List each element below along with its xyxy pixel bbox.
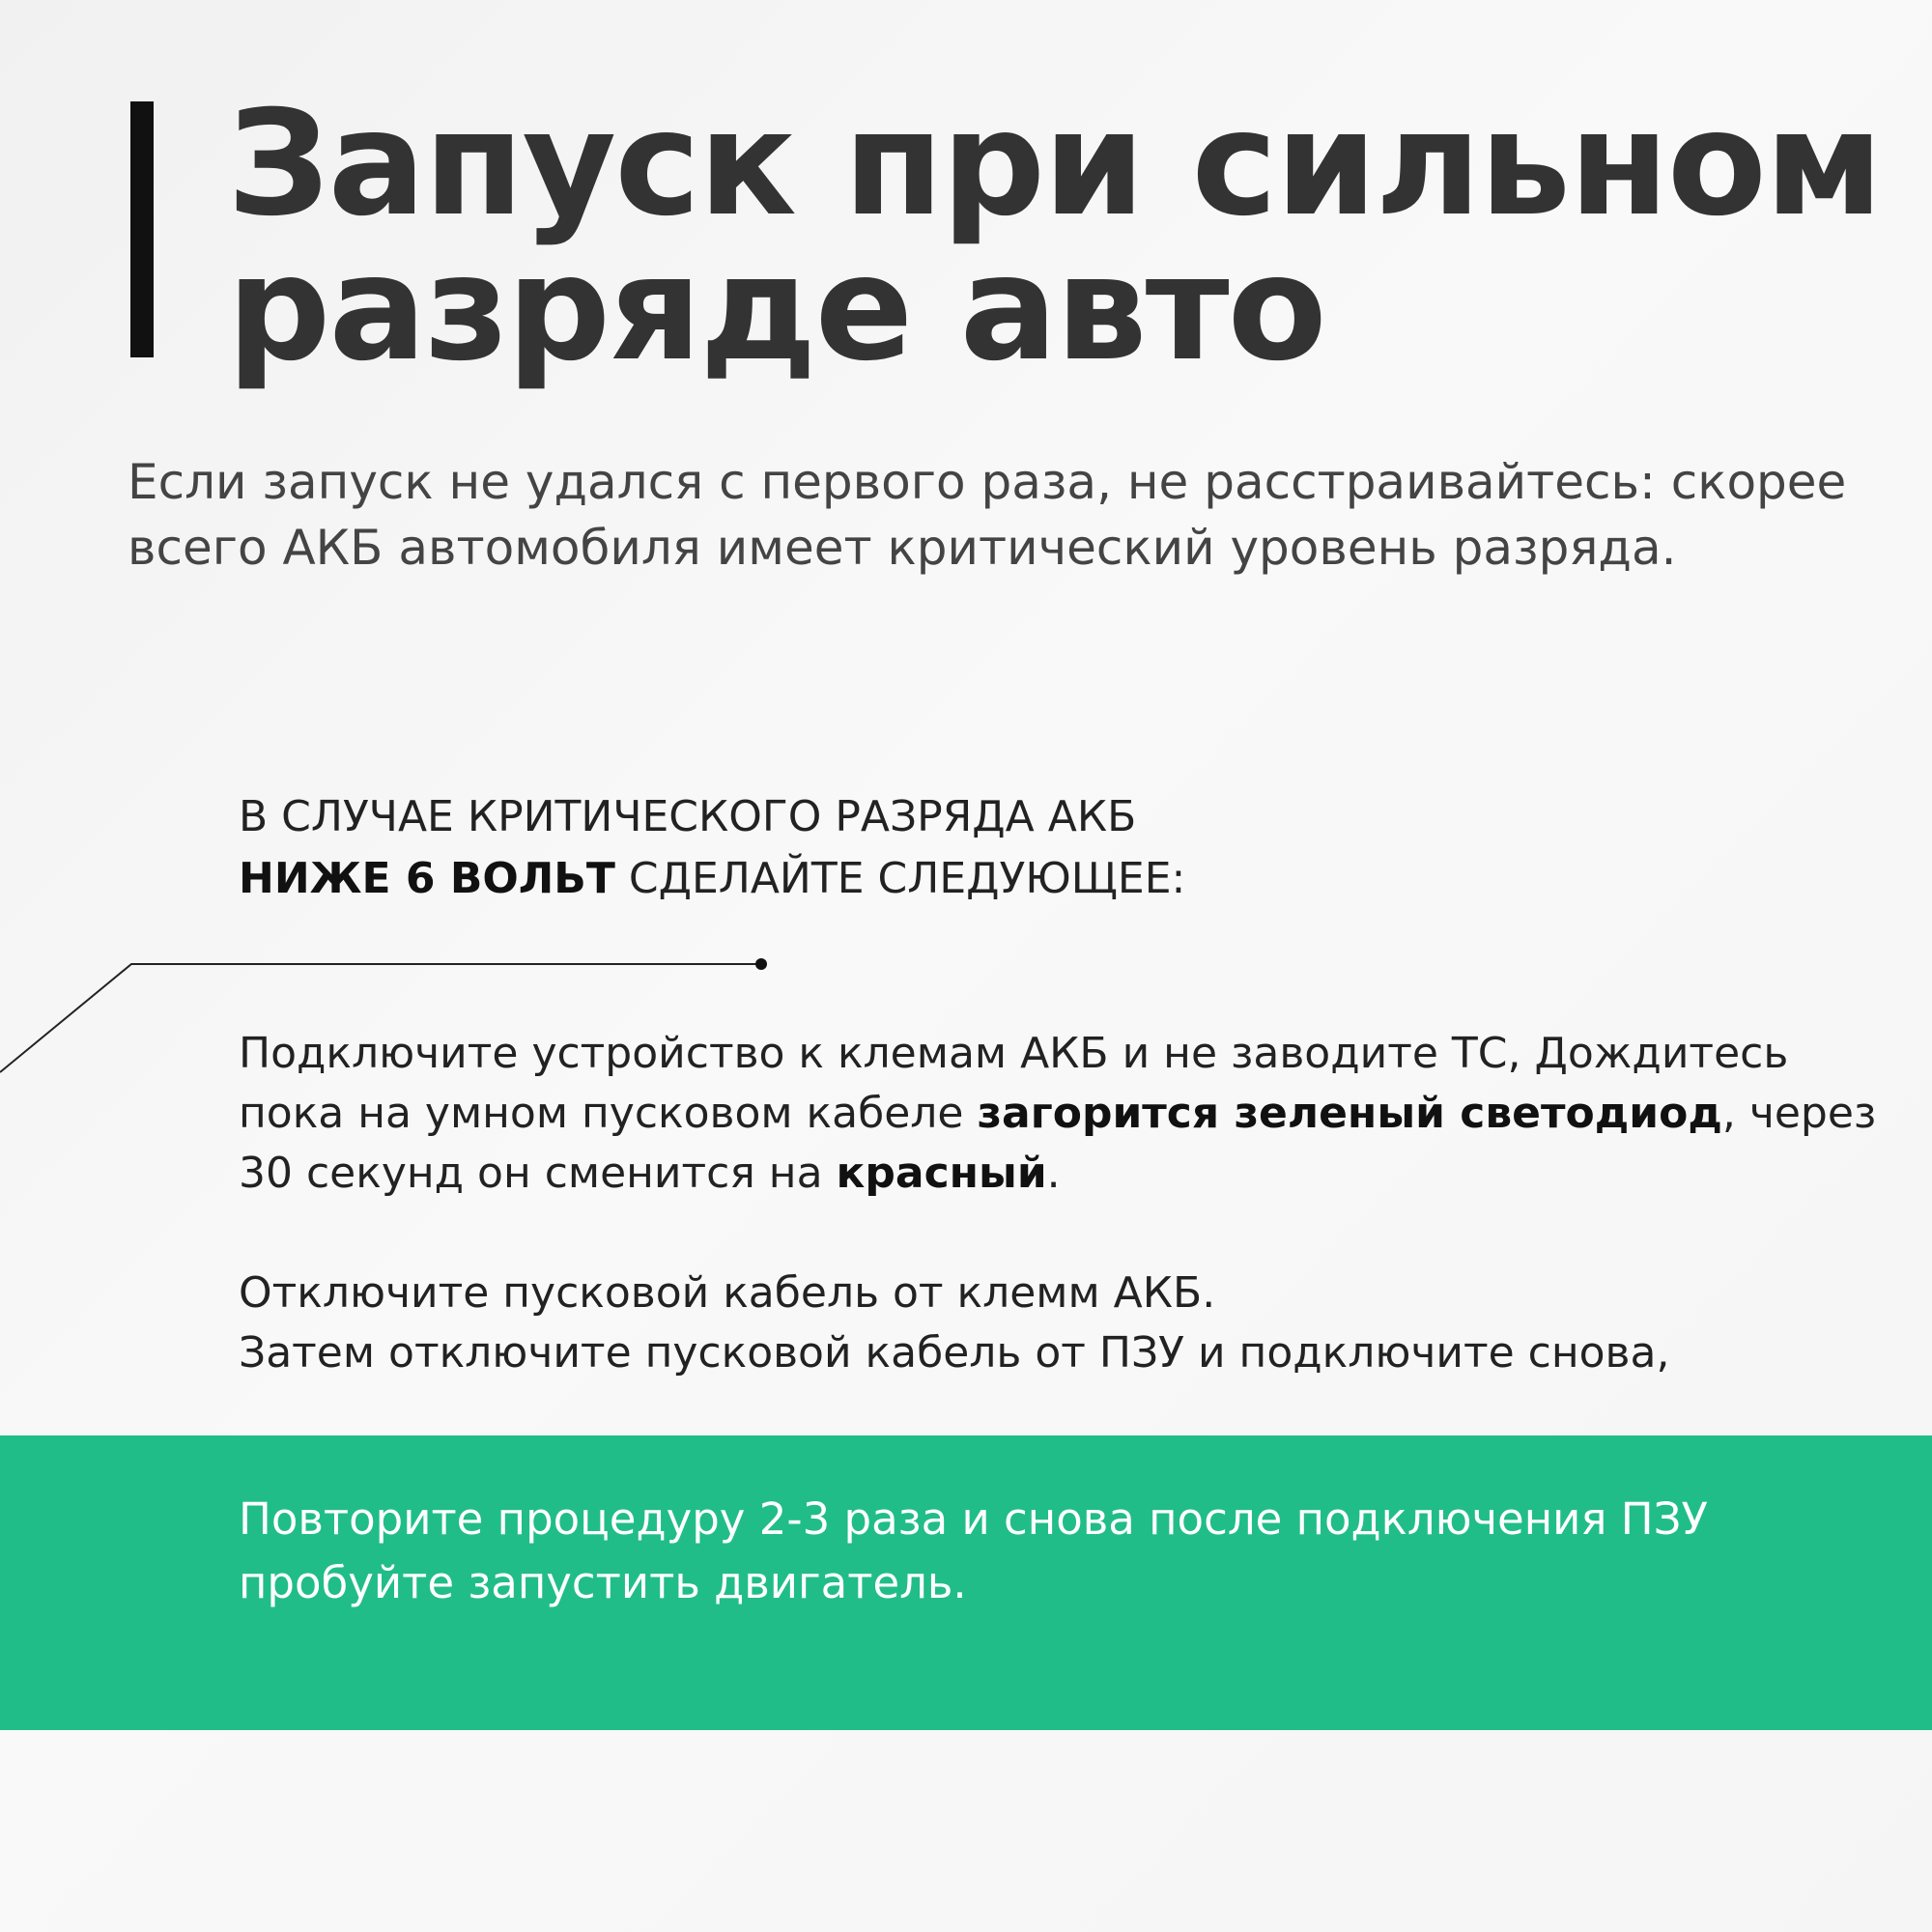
instruction-steps xyxy=(239,1024,1900,1383)
highlight-band xyxy=(0,1435,1932,1730)
intro-paragraph: Если запуск не удался с первого раза, не расстраивайтесь: скорее всего АКБ автомобиля имеет критический уровень разряда. xyxy=(128,454,1847,576)
step-connect-text-2: , через 30 секунд он сменится на xyxy=(239,1089,1877,1198)
critical-discharge-notice xyxy=(239,786,1185,910)
step-connect-text-1: Подключите устройство к клемам АКБ и не заводите ТС, Дождитесь пока на умном пусковом кабеле xyxy=(239,1029,1789,1138)
step-connect-red: красный xyxy=(836,1149,1047,1198)
step-disconnect-line-1: Отключите пусковой кабель от клемм АКБ. xyxy=(239,1268,1216,1318)
notice-line-2-rest: СДЕЛАЙТЕ СЛЕДУЮЩЕЕ: xyxy=(614,854,1186,903)
title-accent-bar xyxy=(130,101,154,357)
title-line-2: разряде авто xyxy=(227,225,1325,393)
step-connect xyxy=(239,1024,1900,1204)
title-line-1: Запуск при сильном xyxy=(227,80,1882,248)
step-disconnect-line-2: Затем отключите пусковой кабель от ПЗУ и подключите снова, xyxy=(239,1328,1670,1378)
highlight-text: Повторите процедуру 2-3 раза и снова после подключения ПЗУ пробуйте запустить двигатель. xyxy=(239,1493,1708,1608)
notice-voltage-emphasis: НИЖЕ 6 ВОЛЬТ xyxy=(239,854,615,903)
connector-dot xyxy=(755,958,767,970)
step-connect-text-3: . xyxy=(1046,1149,1061,1198)
notice-line-1: В СЛУЧАЕ КРИТИЧЕСКОГО РАЗРЯДА АКБ xyxy=(239,792,1137,841)
step-connect-green-led: загорится зеленый светодиод xyxy=(977,1089,1722,1138)
step-disconnect xyxy=(239,1264,1900,1383)
page-title xyxy=(227,80,1882,393)
